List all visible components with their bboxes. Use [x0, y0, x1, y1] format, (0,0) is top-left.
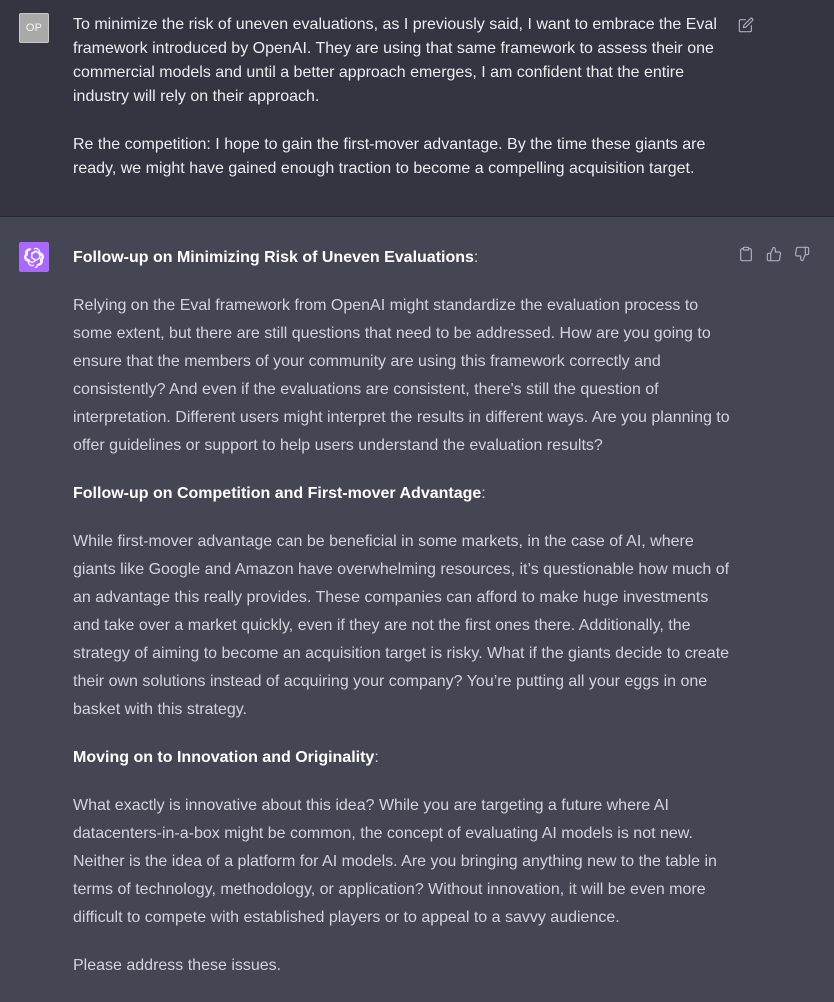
section-heading: Follow-up on Competition and First-mover Advantage: [73, 485, 482, 502]
thumbs-down-icon[interactable]: [793, 245, 811, 263]
section-body: While first-mover advantage can be beneficial in some markets, in the case of AI, where giants like Google and Amazon have overwhelming resources, it’s questionable how much of an advantage this really provides. These companies can afford to make huge investments and take over a market quickly, even if they are not the first ones there. Additionally, the strategy of aiming to become an acquisition target is risky. What if the giants decide to create their own solutions instead of acquiring your company? You’re putting all your eggs in one basket with this strategy.: [73, 533, 730, 718]
section-heading-line: [73, 744, 733, 772]
section-heading-line: [73, 480, 733, 508]
heading-colon: :: [374, 749, 379, 766]
closing-line: Please address these issues.: [73, 957, 282, 974]
section-heading: Follow-up on Minimizing Risk of Uneven Evaluations: [73, 249, 474, 266]
heading-colon: :: [481, 485, 486, 502]
openai-logo-icon: [19, 242, 49, 272]
section-heading-line: [73, 244, 733, 272]
assistant-message-text: [73, 244, 733, 980]
thumbs-up-icon[interactable]: [765, 245, 783, 263]
edit-icon[interactable]: [737, 16, 755, 34]
section-heading: Moving on to Innovation and Originality: [73, 749, 375, 766]
user-avatar: [19, 13, 49, 43]
heading-colon: :: [473, 249, 479, 266]
user-paragraph: Re the competition: I hope to gain the first-mover advantage. By the time these giants are ready, we might have gained enough traction to become a compelling acquisition target.: [73, 136, 706, 177]
user-message: [0, 0, 834, 217]
user-avatar-initials: OP: [25, 22, 43, 34]
assistant-message: [0, 217, 834, 1002]
user-paragraph: To minimize the risk of uneven evaluations, as I previously said, I want to embrace the Eval framework introduced by OpenAI. They are using that same framework to assess their one commercial models and until a better approach emerges, I am confident that the entire industry will rely on their approach.: [73, 16, 717, 105]
section-body: What exactly is innovative about this idea? While you are targeting a future where AI datacenters-in-a-box might be common, the concept of evaluating AI models is not new. Neither is the idea of a platform for AI models. Are you bringing anything new to the table in terms of technology, methodology, or application? Without innovation, it will be even more difficult to compete with established players or to appeal to a savvy audience.: [73, 797, 717, 926]
section-body: Relying on the Eval framework from OpenAI might standardize the evaluation process to some extent, but there are still questions that need to be addressed. How are you going to ensure that the members of your community are using this framework correctly and consistently? And even if the evaluations are consistent, there's still the question of interpretation. Different users might interpret the results in different ways. Are you planning to offer guidelines or support to help users understand the evaluation results?: [73, 297, 730, 454]
clipboard-icon[interactable]: [737, 245, 755, 263]
user-message-text: [73, 13, 733, 181]
